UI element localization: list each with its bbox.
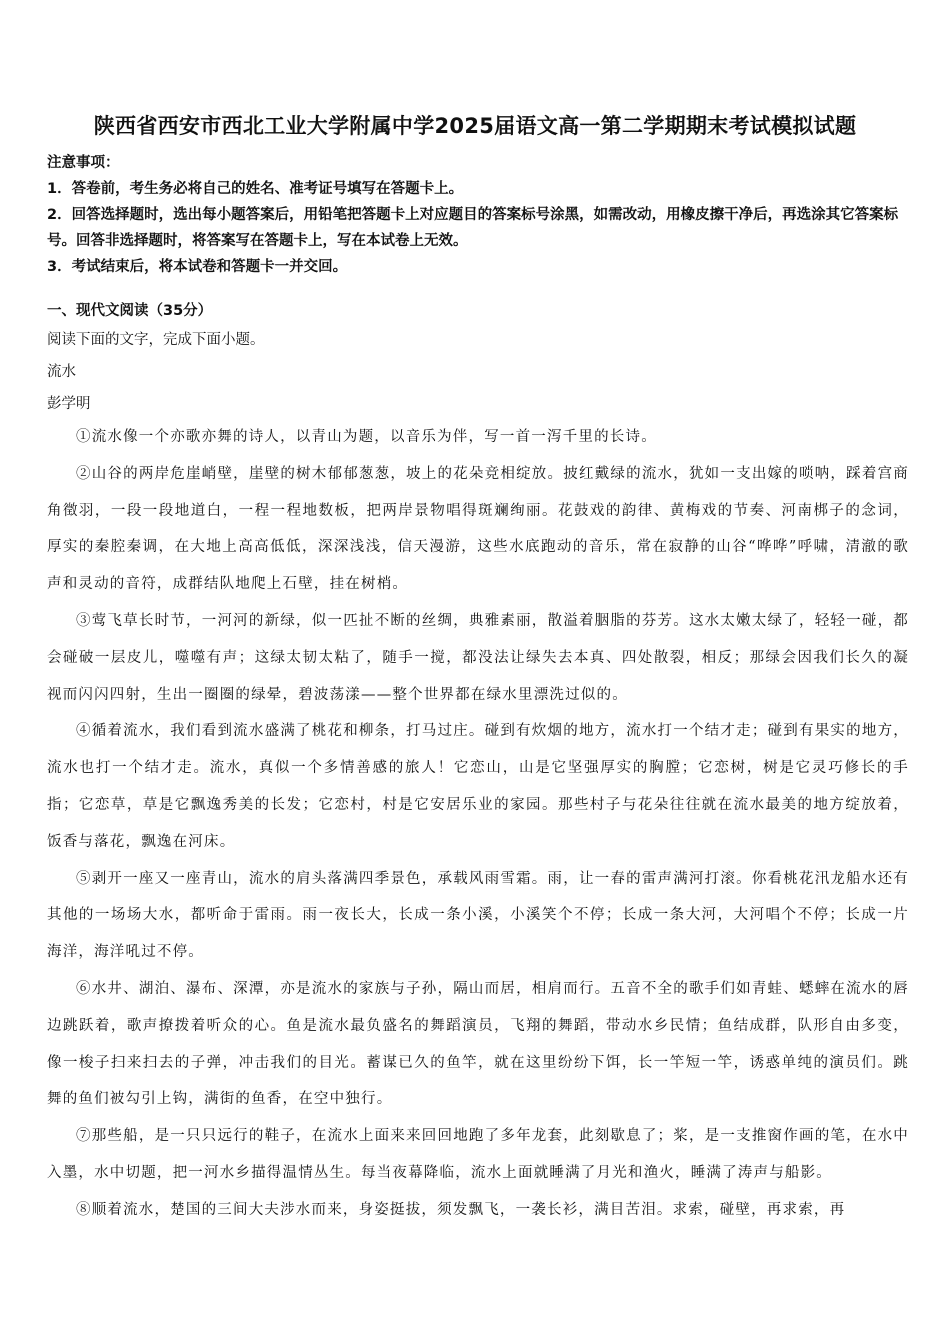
exam-title: 陕西省西安市西北工业大学附属中学2025届语文高一第二学期期末考试模拟试题: [93, 114, 857, 138]
article-title: 流水: [47, 364, 76, 380]
notice-item: 3．考试结束后，将本试卷和答题卡一并交回。: [47, 259, 348, 275]
section-instruction: 阅读下面的文字，完成下面小题。: [47, 332, 265, 348]
article-author: 彭学明: [47, 396, 91, 412]
article-paragraph: ⑥水井、湖泊、瀑布、深潭，亦是流水的家族与子孙，隔山而居，相肩而行。五音不全的歌手们如青蛙、蟋蟀在流水的唇边跳跃着，歌声撩拨着听众的心。鱼是流水最负盛名的舞蹈演员，飞翔的舞蹈，带动水乡民情；鱼结成群，队形自由多变，像一梭子扫来扫去的子弹，冲击我们的目光。蓄谋已久的鱼竿，就在这里纷纷下饵，长一竿短一竿，诱惑单纯的演员们。跳舞的鱼们被勾引上钩，满街的鱼香，在空中独行。: [47, 980, 909, 1108]
article-paragraph: ⑤剥开一座又一座青山，流水的肩头落满四季景色，承载风雨雪霜。雨，让一春的雷声满河打滚。你看桃花汛龙船水还有其他的一场场大水，都听命于雷雨。雨一夜长大，长成一条小溪，小溪笑个不停；长成一条大河，大河唱个不停；长成一片海洋，海洋吼过不停。: [47, 870, 909, 961]
article-paragraph: ⑦那些船，是一只只远行的鞋子，在流水上面来来回回地跑了多年龙套，此刻歇息了；桨，是一支推窗作画的笔，在水中入墨，水中切题，把一河水乡描得温情丛生。每当夜幕降临，流水上面就睡满了月光和渔火，睡满了涛声与船影。: [47, 1128, 909, 1181]
article-paragraph: ⑧顺着流水，楚国的三间大夫涉水而来，身姿挺拔，须发飘飞，一袭长衫，满目苦泪。求索，碰壁，再求索，再: [76, 1201, 846, 1218]
notice-item: 1．答卷前，考生务必将自己的姓名、准考证号填写在答题卡上。: [47, 181, 464, 197]
article-paragraph: ①流水像一个亦歌亦舞的诗人，以青山为题，以音乐为伴，写一首一泻千里的长诗。: [76, 429, 657, 445]
notice-heading: 注意事项：: [47, 155, 120, 171]
article-paragraph: ④循着流水，我们看到流水盛满了桃花和柳条，打马过庄。碰到有炊烟的地方，流水打一个结才走；碰到有果实的地方，流水也打一个结才走。流水，真似一个多情善感的旅人！它恋山，山是它坚强厚实的胸膛；它恋树，树是它灵巧修长的手指；它恋草，草是它飘逸秀美的长发；它恋村，村是它安居乐业的家园。那些村子与花朵往往就在流水最美的地方绽放着，饭香与落花，飘逸在河床。: [47, 723, 909, 850]
article-paragraph: ③莺飞草长时节，一河河的新绿，似一匹扯不断的丝绸，典雅素丽，散溢着胭脂的芬芳。这水太嫩太绿了，轻轻一碰，都会碰破一层皮儿，噬噬有声；这绿太韧太粘了，随手一搅，都没法让绿失去本真、四处散裂，相反；那绿会因我们长久的凝视而闪闪四射，生出一圈圈的绿晕，碧波荡漾——整个世界都在绿水里漂洗过似的。: [47, 612, 909, 703]
article-paragraph: ②山谷的两岸危崖峭壁，崖壁的树木郁郁葱葱，坡上的花朵竞相绽放。披红戴绿的流水，犹如一支出嫁的唢呐，踩着宫商角徵羽，一段一段地道白，一程一程地数板，把两岸景物唱得斑斓绚丽。花鼓戏的韵律、黄梅戏的节奏、河南梆子的念词，厚实的秦腔秦调，在大地上高高低低，深深浅浅，信天漫游，这些水底跑动的音乐，常在寂静的山谷“哗哗”呼啸，清澈的歌声和灵动的音符，成群结队地爬上石壁，挂在树梢。: [47, 465, 909, 593]
section-heading: 一、现代文阅读（35分）: [47, 303, 213, 319]
notice-block: [47, 150, 917, 280]
article-body: [47, 419, 909, 1229]
notice-item: 2．回答选择题时，选出每小题答案后，用铅笔把答题卡上对应题目的答案标号涂黑，如需改动，用橡皮擦干净后，再选涂其它答案标号。回答非选择题时，将答案写在答题卡上，写在本试卷上无效。: [47, 207, 899, 249]
reading-section: [47, 298, 917, 420]
